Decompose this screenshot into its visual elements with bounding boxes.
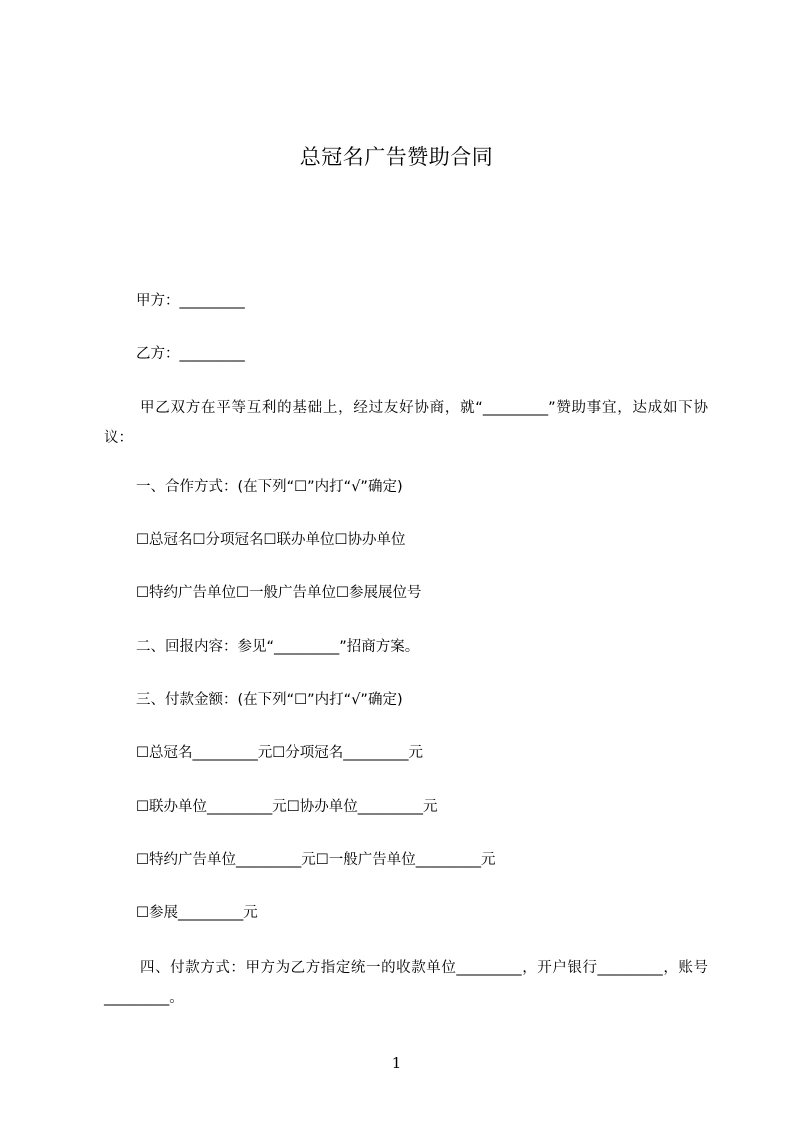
page-number: 1 [391,1054,402,1072]
intro-paragraph: 甲乙双方在平等互利的基础上，经过友好协商，就“_________”赞助事宜，达成如下协议： [104,400,708,446]
section4-paragraph: 四、付款方式：甲方为乙方指定统一的收款单位_________，开户银行_________，账号_________。 [104,960,708,1006]
section3-row3: ☐特约广告单位_________元☐一般广告单位_________元 [136,852,496,868]
section3-row1: ☐总冠名_________元☐分项冠名_________元 [136,745,423,761]
document-title: 总冠名广告赞助合同 [299,145,494,169]
section2-line: 二、回报内容：参见“_________”招商方案。 [136,639,420,655]
party-a-line: 甲方：_________ [136,293,245,309]
section3-row2: ☐联办单位_________元☐协办单位_________元 [136,799,438,815]
section1-heading: 一、合作方式：(在下列“☐”内打“√”确定) [136,479,403,495]
party-b-line: 乙方：_________ [136,346,245,362]
section1-options-row2: ☐特约广告单位☐一般广告单位☐参展展位号 [136,585,422,601]
section3-row4: ☐参展_________元 [136,905,258,921]
section3-heading: 三、付款金额：(在下列“☐”内打“√”确定) [136,692,403,708]
section1-options-row1: ☐总冠名☐分项冠名☐联办单位☐协办单位 [136,532,406,548]
